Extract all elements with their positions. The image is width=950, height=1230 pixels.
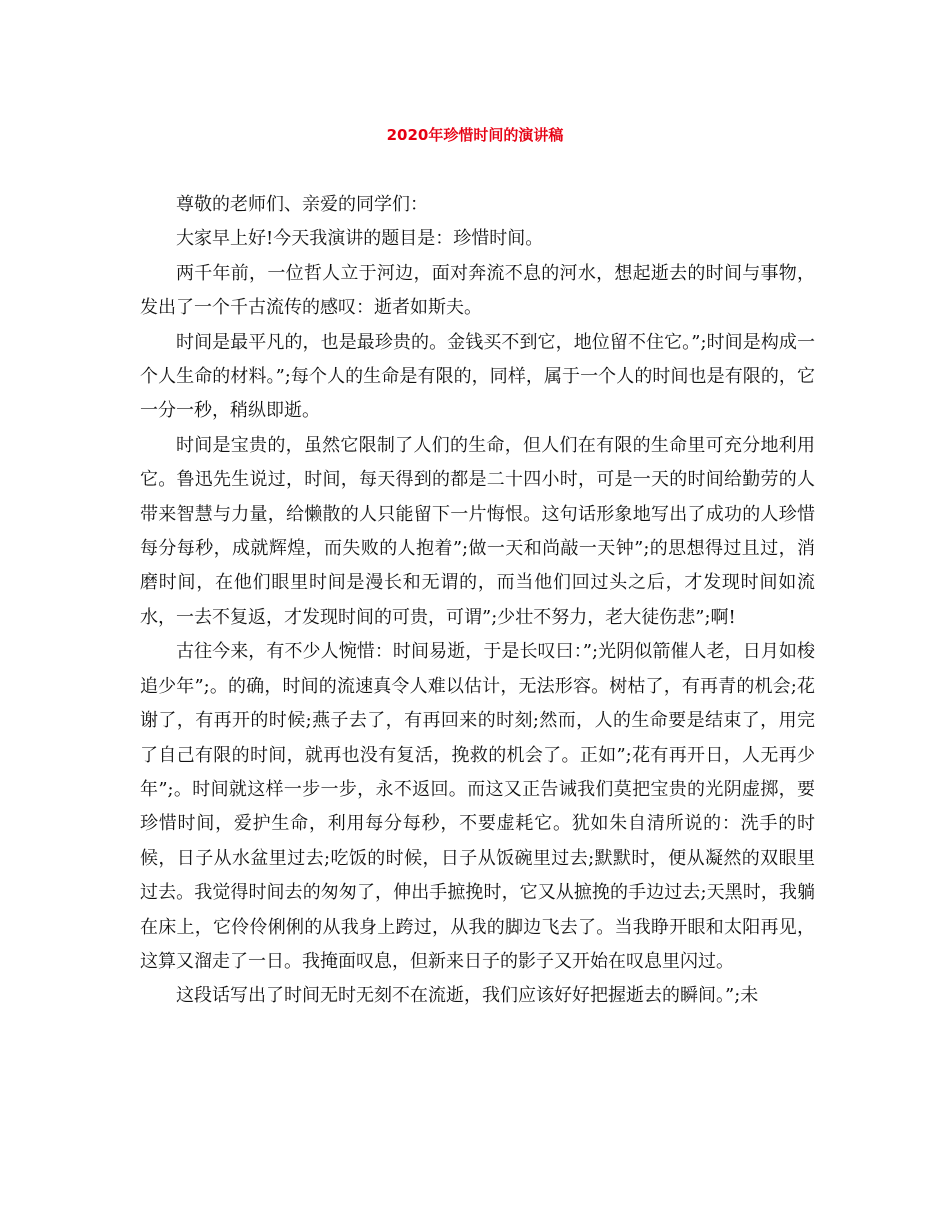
body-paragraph: 时间是宝贵的，虽然它限制了人们的生命，但人们在有限的生命里可充分地利用它。鲁迅先生说过，时间，每天得到的都是二十四小时，可是一天的时间给勤劳的人带来智慧与力量，给懒散的人只能留下一片悔恨。这句话形象地写出了成功的人珍惜每分每秒，成就辉煌，而失败的人抱着”;做一天和尚敲一天钟”;的思想得过且过，消磨时间，在他们眼里时间是漫长和无谓的，而当他们回过头之后，才发现时间如流水，一去不复返，才发现时间的可贵，可谓”;少壮不努力，老大徒伤悲”;啊! [140,434,815,628]
body-paragraph: 时间是最平凡的，也是最珍贵的。金钱买不到它，地位留不住它。”;时间是构成一个人生命的材料。”;每个人的生命是有限的，同样，属于一个人的时间也是有限的，它一分一秒，稍纵即逝。 [140,331,815,422]
document-title: 2020年珍惜时间的演讲稿 [386,126,564,144]
body-paragraph: 古往今来，有不少人惋惜：时间易逝，于是长叹曰：”;光阴似箭催人老，日月如梭追少年”;。的确，时间的流速真令人难以估计，无法形容。树枯了，有再青的机会;花谢了，有再开的时候;燕子去了，有再回来的时刻;然而，人的生命要是结束了，用完了自己有限的时间，就再也没有复活，挽救的机会了。正如”;花有再开日，人无再少年”;。时间就这样一步一步，永不返回。而这又正告诫我们莫把宝贵的光阴虚掷，要珍惜时间，爱护生命，利用每分每秒，不要虚耗它。犹如朱自清所说的：洗手的时候，日子从水盆里过去;吃饭的时候，日子从饭碗里过去;默默时，便从凝然的双眼里过去。我觉得时间去的匆匆了，伸出手摭挽时，它又从摭挽的手边过去;天黑时，我躺在床上，它伶伶俐俐的从我身上跨过，从我的脚边飞去了。当我睁开眼和太阳再见，这算又溜走了一日。我掩面叹息，但新来日子的影子又开始在叹息里闪过。 [140,641,815,972]
document-body [140,188,815,1014]
salutation-paragraph: 尊敬的老师们、亲爱的同学们： [176,194,428,215]
body-paragraph: 两千年前，一位哲人立于河边，面对奔流不息的河水，想起逝去的时间与事物，发出了一个千古流传的感叹：逝者如斯夫。 [140,262,815,319]
greeting-paragraph: 大家早上好!今天我演讲的题目是：珍惜时间。 [176,228,544,250]
body-paragraph: 这段话写出了时间无时无刻不在流逝，我们应该好好把握逝去的瞬间。”;未 [176,985,759,1007]
